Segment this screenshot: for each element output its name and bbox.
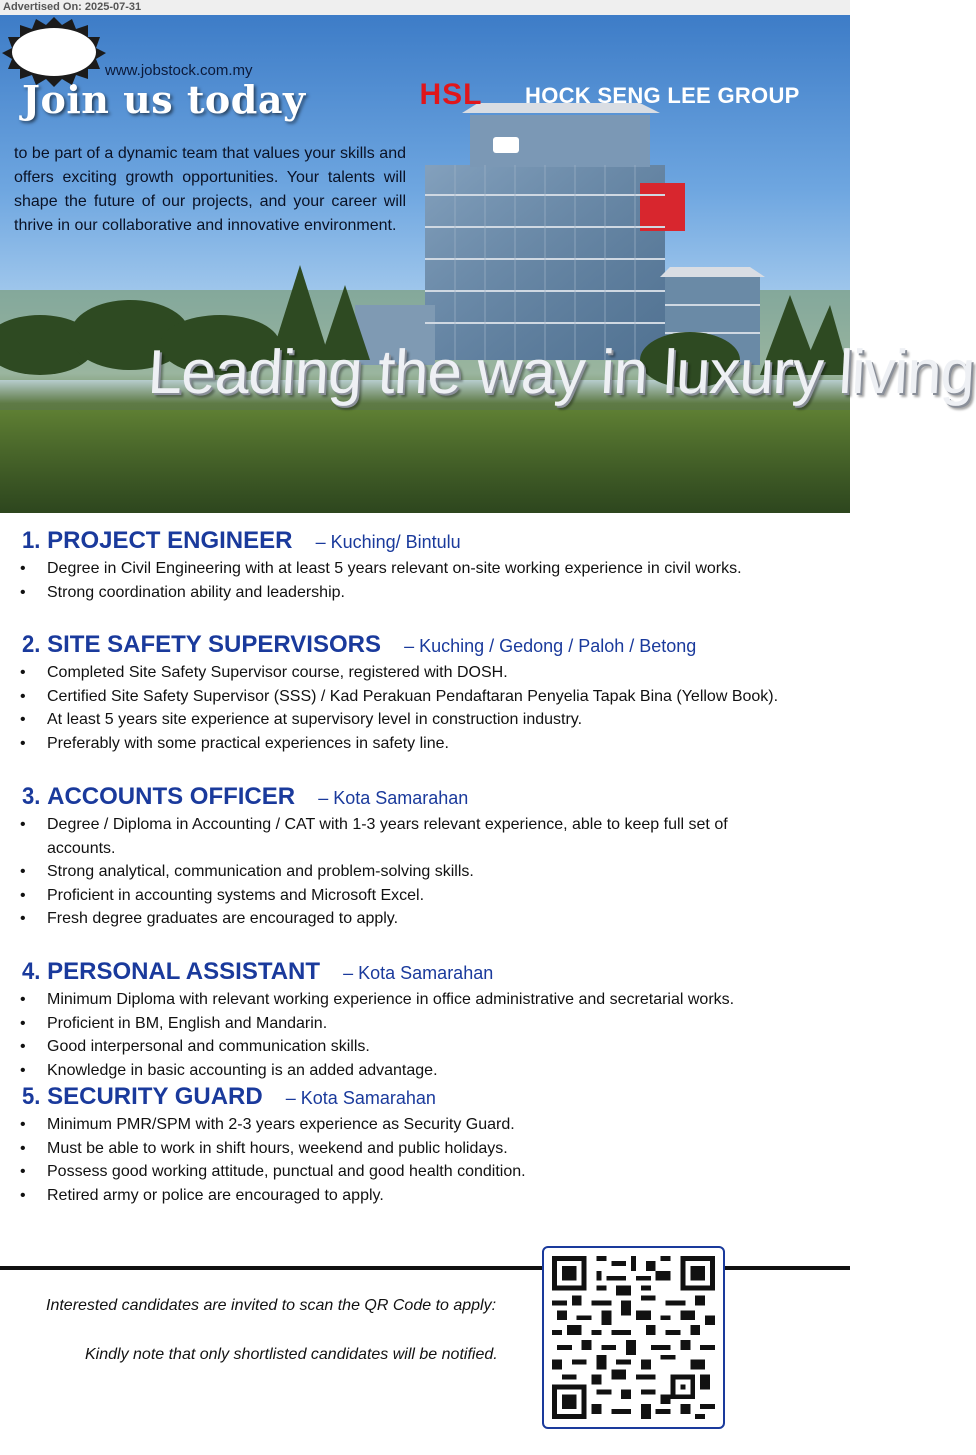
requirement-list <box>0 661 840 755</box>
requirement-item: • Minimum Diploma with relevant working experience in office administrative and secretarial works. <box>0 988 840 1012</box>
qr-code-container[interactable] <box>542 1246 725 1429</box>
job-location: – Kuching / Gedong / Paloh / Betong <box>404 636 697 656</box>
headline: Join us today <box>22 77 306 122</box>
job-location: – Kota Samarahan <box>285 1088 436 1108</box>
requirement-item: • Certified Site Safety Supervisor (SSS) / Kad Perakuan Pendaftaran Penyelia Tapak Bina (Yellow Book). <box>0 685 840 709</box>
requirement-item: • At least 5 years site experience at supervisory level in construction industry. <box>0 708 840 732</box>
site-url[interactable]: www.jobstock.com.my <box>105 62 253 79</box>
company-name: HOCK SENG LEE GROUP <box>525 83 800 108</box>
job-number: 5. <box>22 1083 41 1110</box>
job-header <box>22 958 493 986</box>
requirement-item: • Knowledge in basic accounting is an added advantage. <box>0 1059 840 1083</box>
requirement-item: • Degree in Civil Engineering with at least 5 years relevant on-site working experience in civil works. <box>0 557 840 581</box>
hsl-logo-icon <box>0 15 108 87</box>
job-title: PROJECT ENGINEER <box>47 527 293 554</box>
job-header <box>22 527 461 555</box>
requirement-list <box>0 813 840 931</box>
intro-paragraph: to be part of a dynamic team that values your skills and offers exciting growth opportunities. Your talents will shape the future of our projects, and your career will thrive in our collaborative and innovative environment. <box>14 145 406 234</box>
building-illustration <box>355 103 765 365</box>
requirement-item: • Retired army or police are encouraged to apply. <box>0 1184 840 1208</box>
job-title: SECURITY GUARD <box>47 1083 263 1110</box>
requirement-item: • Possess good working attitude, punctual and good health condition. <box>0 1160 840 1184</box>
job-title: ACCOUNTS OFFICER <box>47 783 296 810</box>
job-location: – Kota Samarahan <box>343 963 494 983</box>
requirement-item: • Preferably with some practical experiences in safety line. <box>0 732 840 756</box>
requirement-item: • Strong analytical, communication and problem-solving skills. <box>0 860 840 884</box>
hero-banner <box>0 15 976 513</box>
job-number: 3. <box>22 783 41 810</box>
apply-instructions: Interested candidates are invited to scan the QR Code to apply: <box>46 1297 497 1314</box>
logo-text: HSL <box>419 78 483 111</box>
requirement-list <box>0 988 840 1082</box>
job-title: PERSONAL ASSISTANT <box>47 958 321 985</box>
requirement-item: • Good interpersonal and communication skills. <box>0 1035 840 1059</box>
job-header <box>22 631 696 659</box>
job-number: 4. <box>22 958 41 985</box>
requirement-list <box>0 557 840 604</box>
job-header <box>22 1083 436 1111</box>
job-location: – Kota Samarahan <box>318 788 469 808</box>
requirement-list <box>0 1113 840 1207</box>
job-number: 1. <box>22 527 41 554</box>
requirement-item: • Strong coordination ability and leadership. <box>0 581 840 605</box>
requirement-item: • Minimum PMR/SPM with 2-3 years experience as Security Guard. <box>0 1113 840 1137</box>
requirement-item: • Degree / Diploma in Accounting / CAT with 1-3 years relevant experience, able to keep full set of accounts. <box>0 813 790 860</box>
requirement-item: • Proficient in accounting systems and Microsoft Excel. <box>0 884 840 908</box>
requirement-item: • Must be able to work in shift hours, weekend and public holidays. <box>0 1137 840 1161</box>
requirement-item: • Fresh degree graduates are encouraged to apply. <box>0 907 840 931</box>
slogan-sign: Leading the way in luxury living <box>146 338 976 407</box>
advertised-date: Advertised On: 2025-07-31 <box>0 0 850 15</box>
qr-code-icon[interactable] <box>552 1256 715 1419</box>
job-number: 2. <box>22 631 41 658</box>
job-header <box>22 783 468 811</box>
job-title: SITE SAFETY SUPERVISORS <box>47 631 381 658</box>
requirement-item: • Proficient in BM, English and Mandarin. <box>0 1012 840 1036</box>
requirement-item: • Completed Site Safety Supervisor course, registered with DOSH. <box>0 661 840 685</box>
shortlist-note: Kindly note that only shortlisted candidates will be notified. <box>85 1346 498 1363</box>
job-location: – Kuching/ Bintulu <box>315 532 461 552</box>
